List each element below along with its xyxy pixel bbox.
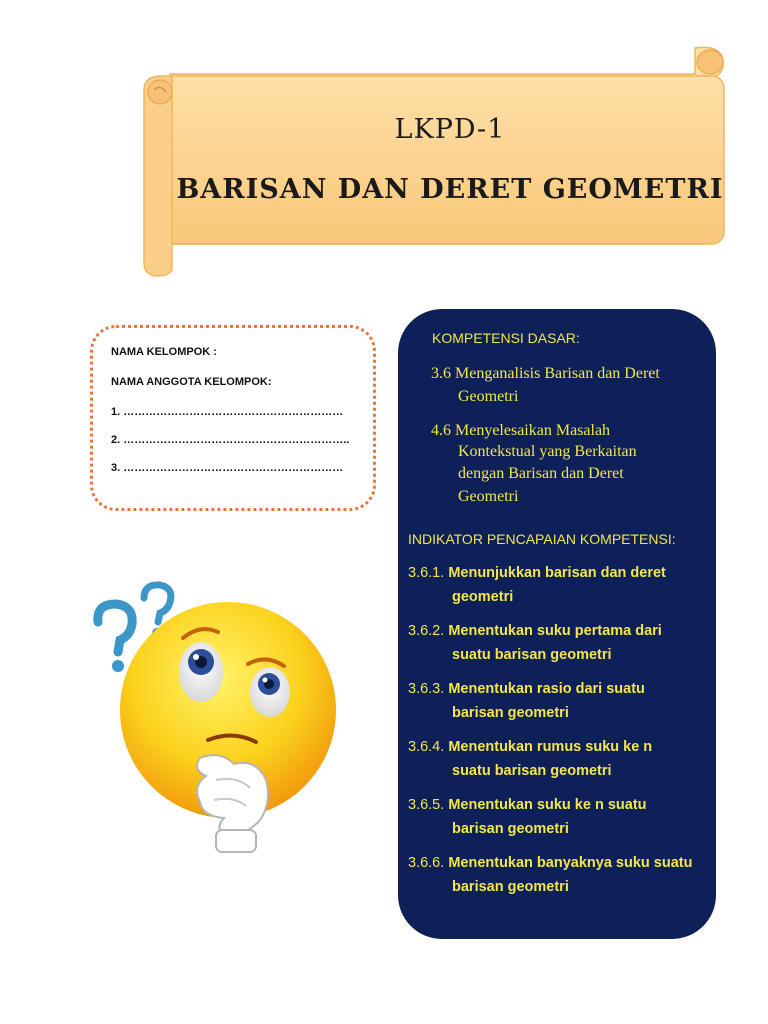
- kd-num: 4.6: [431, 422, 451, 439]
- scroll-banner-graphic: [140, 44, 730, 278]
- page-subtitle: BARISAN DAN DERET GEOMETRI: [176, 174, 724, 205]
- indicator-text: Menentukan rumus suku ke n: [448, 739, 653, 755]
- competency-panel: [398, 309, 716, 939]
- indicator-num: 3.6.1.: [408, 565, 445, 581]
- indicator-num: 3.6.3.: [408, 681, 445, 697]
- kd-text: Geometri: [458, 388, 519, 405]
- thinking-emoji-icon: [88, 580, 360, 855]
- kd-num: 3.6: [431, 365, 451, 382]
- member-line-3: 3. ……………………………………………………: [111, 462, 344, 474]
- kd-text: Kontekstual yang Berkaitan: [458, 443, 637, 460]
- indicator-num: 3.6.2.: [408, 623, 445, 639]
- indicator-text: suatu barisan geometri: [452, 763, 612, 779]
- indicator-num: 3.6.4.: [408, 739, 445, 755]
- indicator-text: Menunjukkan barisan dan deret: [448, 565, 666, 581]
- indicator-text: Menentukan rasio dari suatu: [448, 681, 645, 697]
- indicator-num: 3.6.5.: [408, 797, 445, 813]
- kd-text: Menyelesaikan Masalah: [455, 422, 611, 439]
- group-info-box: [90, 325, 376, 511]
- indicator-text: Menentukan suku pertama dari: [448, 623, 662, 639]
- indicator-text: barisan geometri: [452, 821, 569, 837]
- indicator-heading: INDIKATOR PENCAPAIAN KOMPETENSI:: [408, 531, 676, 547]
- member-line-2: 2. ……………………………………………………..: [111, 434, 350, 446]
- indicator-text: barisan geometri: [452, 879, 569, 895]
- indicator-text: geometri: [452, 589, 514, 605]
- kd-text: dengan Barisan dan Deret: [458, 465, 624, 482]
- title-scroll-banner: [140, 44, 730, 278]
- page-title: LKPD-1: [394, 114, 506, 145]
- indicator-text: Menentukan suku ke n suatu: [448, 797, 647, 813]
- member-line-1: 1. ……………………………………………………: [111, 406, 344, 418]
- group-name-label: NAMA KELOMPOK :: [111, 346, 217, 358]
- kd-text: Geometri: [458, 488, 519, 505]
- indicator-text: barisan geometri: [452, 705, 569, 721]
- indicator-text: suatu barisan geometri: [452, 647, 612, 663]
- kd-text: Menganalisis Barisan dan Deret: [455, 365, 660, 382]
- indicator-text: Menentukan banyaknya suku suatu: [448, 855, 693, 871]
- members-label: NAMA ANGGOTA KELOMPOK:: [111, 376, 272, 388]
- kd-heading: KOMPETENSI DASAR:: [432, 330, 580, 346]
- indicator-num: 3.6.6.: [408, 855, 445, 871]
